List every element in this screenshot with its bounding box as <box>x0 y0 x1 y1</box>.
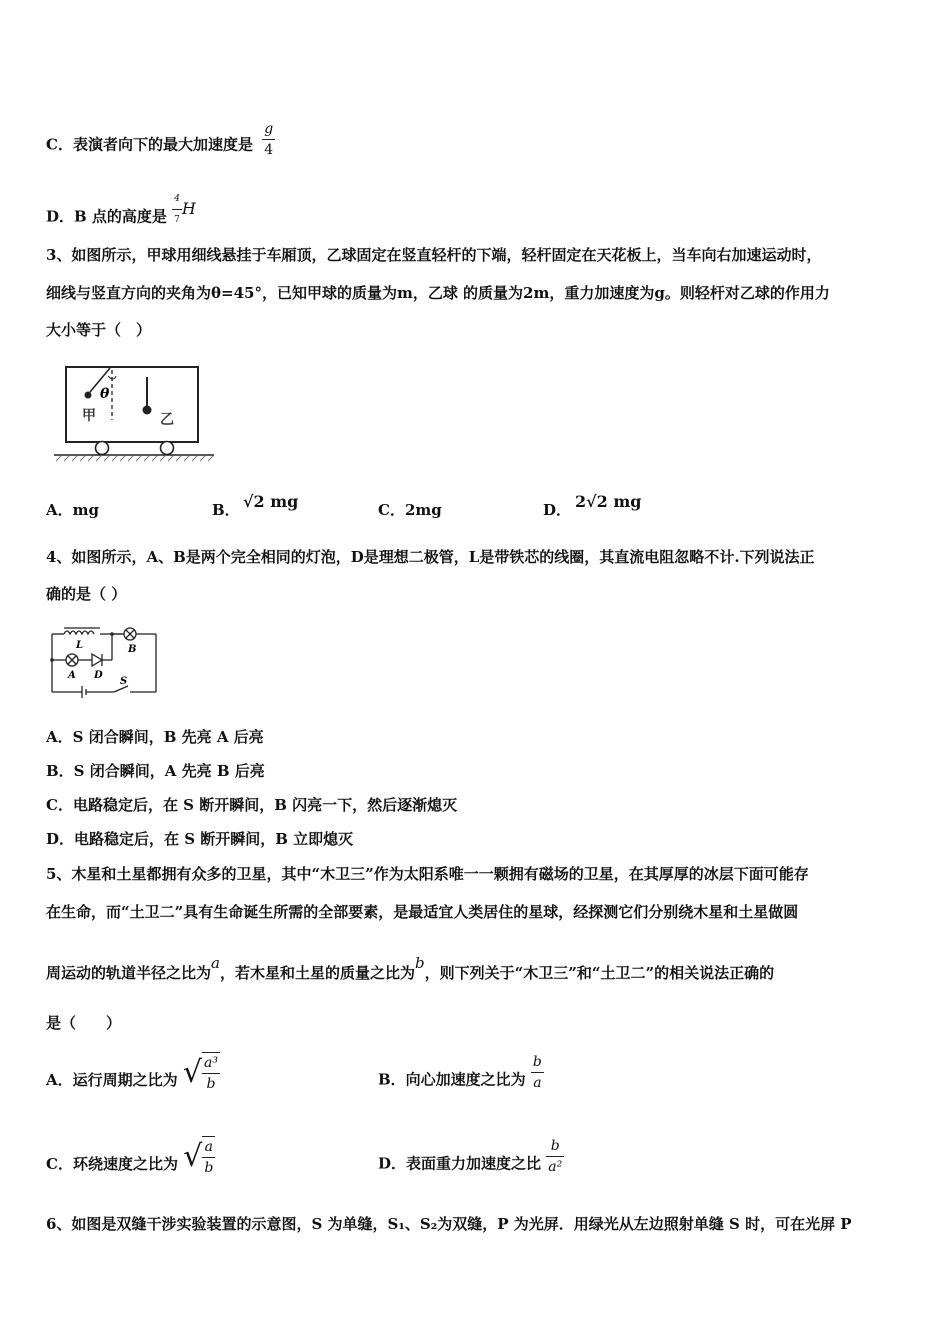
fraction-denominator: b <box>204 1160 214 1176</box>
q3-option-d-value: 2√2 mg <box>575 492 642 511</box>
q5-stem-line3 <box>46 954 775 983</box>
fraction-numerator: g <box>264 121 274 137</box>
q4-option-d: D．电路稳定后，在 S 断开瞬间，B 立即熄灭 <box>46 830 354 848</box>
q5-option-b-text: B．向心加速度之比为 <box>378 1070 526 1089</box>
q5-line3-part2: ，若木星和土星的质量之比为 <box>219 964 415 982</box>
coil-winding <box>64 631 94 634</box>
q4-stem-line2: 确的是（ ） <box>46 585 127 603</box>
q5-option-c-sqrt: √ $\frac{a}{b}$ <box>183 1136 215 1178</box>
fraction-numerator: a <box>204 1139 213 1155</box>
wheel-left <box>96 442 109 455</box>
label-a: A <box>68 670 76 681</box>
q2-option-d-fraction <box>172 189 182 230</box>
q5-option-d <box>378 1138 564 1185</box>
label-s: S <box>120 676 128 687</box>
q5-option-d-fraction <box>546 1136 564 1177</box>
q6-stem-line1: 6、如图是双缝干涉实验装置的示意图，S 为单缝，S₁、S₂为双缝，P 为光屏．用绿光从左边照射单缝 S 时，可在光屏 P <box>46 1215 852 1233</box>
label-b: B <box>128 644 137 655</box>
q4-option-a: A．S 闭合瞬间，B 先亮 A 后亮 <box>46 728 264 746</box>
q5-stem-line4: 是（ ） <box>46 1014 122 1032</box>
q3-option-d-label: D． <box>543 501 572 519</box>
label-l: L <box>76 640 84 651</box>
q5-option-a-sqrt: √ $\frac{\text{a³}}{b}$ <box>183 1052 220 1094</box>
q3-option-c: C．2mg <box>378 501 442 519</box>
q5-line3-part1: 周运动的轨道半径之比为 <box>46 964 212 982</box>
q5-option-a <box>46 1055 220 1102</box>
variable-a: a <box>211 954 220 972</box>
q2-option-d-text: D．B 点的高度是 <box>46 207 167 226</box>
q4-option-b: B．S 闭合瞬间，A 先亮 B 后亮 <box>46 762 265 780</box>
q3-cart-figure <box>50 362 220 464</box>
q2-option-d <box>46 194 196 238</box>
q5-option-c-text: C．环绕速度之比为 <box>46 1155 178 1173</box>
q3-stem-line3: 大小等于（ ） <box>46 321 152 339</box>
ball-yi <box>143 406 152 415</box>
wheel-right <box>161 442 174 455</box>
q4-circuit-figure <box>46 620 166 698</box>
q3-option-b-label: B． <box>212 501 240 519</box>
q3-stem-line2: 细线与竖直方向的夹角为θ=45°，已知甲球的质量为m，乙球 的质量为2m，重力加速度为g。则轻杆对乙球的作用力 <box>46 284 830 302</box>
q4-option-c: C．电路稳定后，在 S 断开瞬间，B 闪亮一下，然后逐渐熄灭 <box>46 796 458 814</box>
q2-option-c <box>46 121 275 166</box>
q3-option-b-value: √2 mg <box>243 492 299 511</box>
variable-h: H <box>181 198 196 218</box>
yi-label: 乙 <box>160 412 174 428</box>
fraction-denominator: a <box>533 1075 542 1091</box>
ball-jia <box>85 392 92 399</box>
diode-d <box>92 654 102 666</box>
q5-option-d-text: D．表面重力加速度之比 <box>378 1154 542 1173</box>
q3-stem-line1: 3、如图所示，甲球用细线悬挂于车厢顶，乙球固定在竖直轻杆的下端，轻杆固定在天花板上，当车向右加速运动时， <box>46 246 822 264</box>
fraction-denominator: 7 <box>174 215 180 225</box>
fraction-denominator: b <box>206 1076 216 1092</box>
q5-stem-line2: 在生命，而“土卫二”具有生命诞生所需的全部要素，是最适宜人类居住的星球，经探测它们分别绕木星和土星做圆 <box>46 903 799 921</box>
q3-option-a: A．mg <box>46 501 99 519</box>
q5-option-a-text: A．运行周期之比为 <box>46 1071 178 1089</box>
label-d: D <box>94 670 103 681</box>
ground-hatching <box>56 455 214 461</box>
q5-line3-part3: ，则下列关于“木卫三”和“土卫二”的相关说法正确的 <box>424 964 775 982</box>
cart-body <box>66 367 198 442</box>
q2-option-c-text: C．表演者向下的最大加速度是 <box>46 135 253 154</box>
variable-b: b <box>414 954 425 972</box>
theta-label: θ <box>100 386 110 402</box>
fraction-denominator: a² <box>548 1159 563 1175</box>
q5-stem-line1: 5、木星和土星都拥有众多的卫星，其中“木卫三”作为太阳系唯一一颗拥有磁场的卫星，在其厚厚的冰层下面可能存 <box>46 865 809 883</box>
jia-label: 甲 <box>82 408 96 424</box>
fraction-numerator: 4 <box>174 194 180 204</box>
q4-stem-line1: 4、如图所示，A、B是两个完全相同的灯泡，D是理想二极管，L是带铁芯的线圈，其直流电阻忽略不计.下列说法正 <box>46 548 815 566</box>
fraction-numerator: b <box>532 1054 542 1070</box>
fraction-denominator: 4 <box>264 142 274 158</box>
q5-option-b-fraction <box>531 1052 544 1093</box>
q5-option-b <box>378 1054 544 1101</box>
fraction-numerator: b <box>550 1138 560 1154</box>
q2-option-c-fraction <box>262 119 275 160</box>
q5-option-c <box>46 1139 215 1186</box>
fraction-numerator: a³ <box>204 1055 218 1071</box>
